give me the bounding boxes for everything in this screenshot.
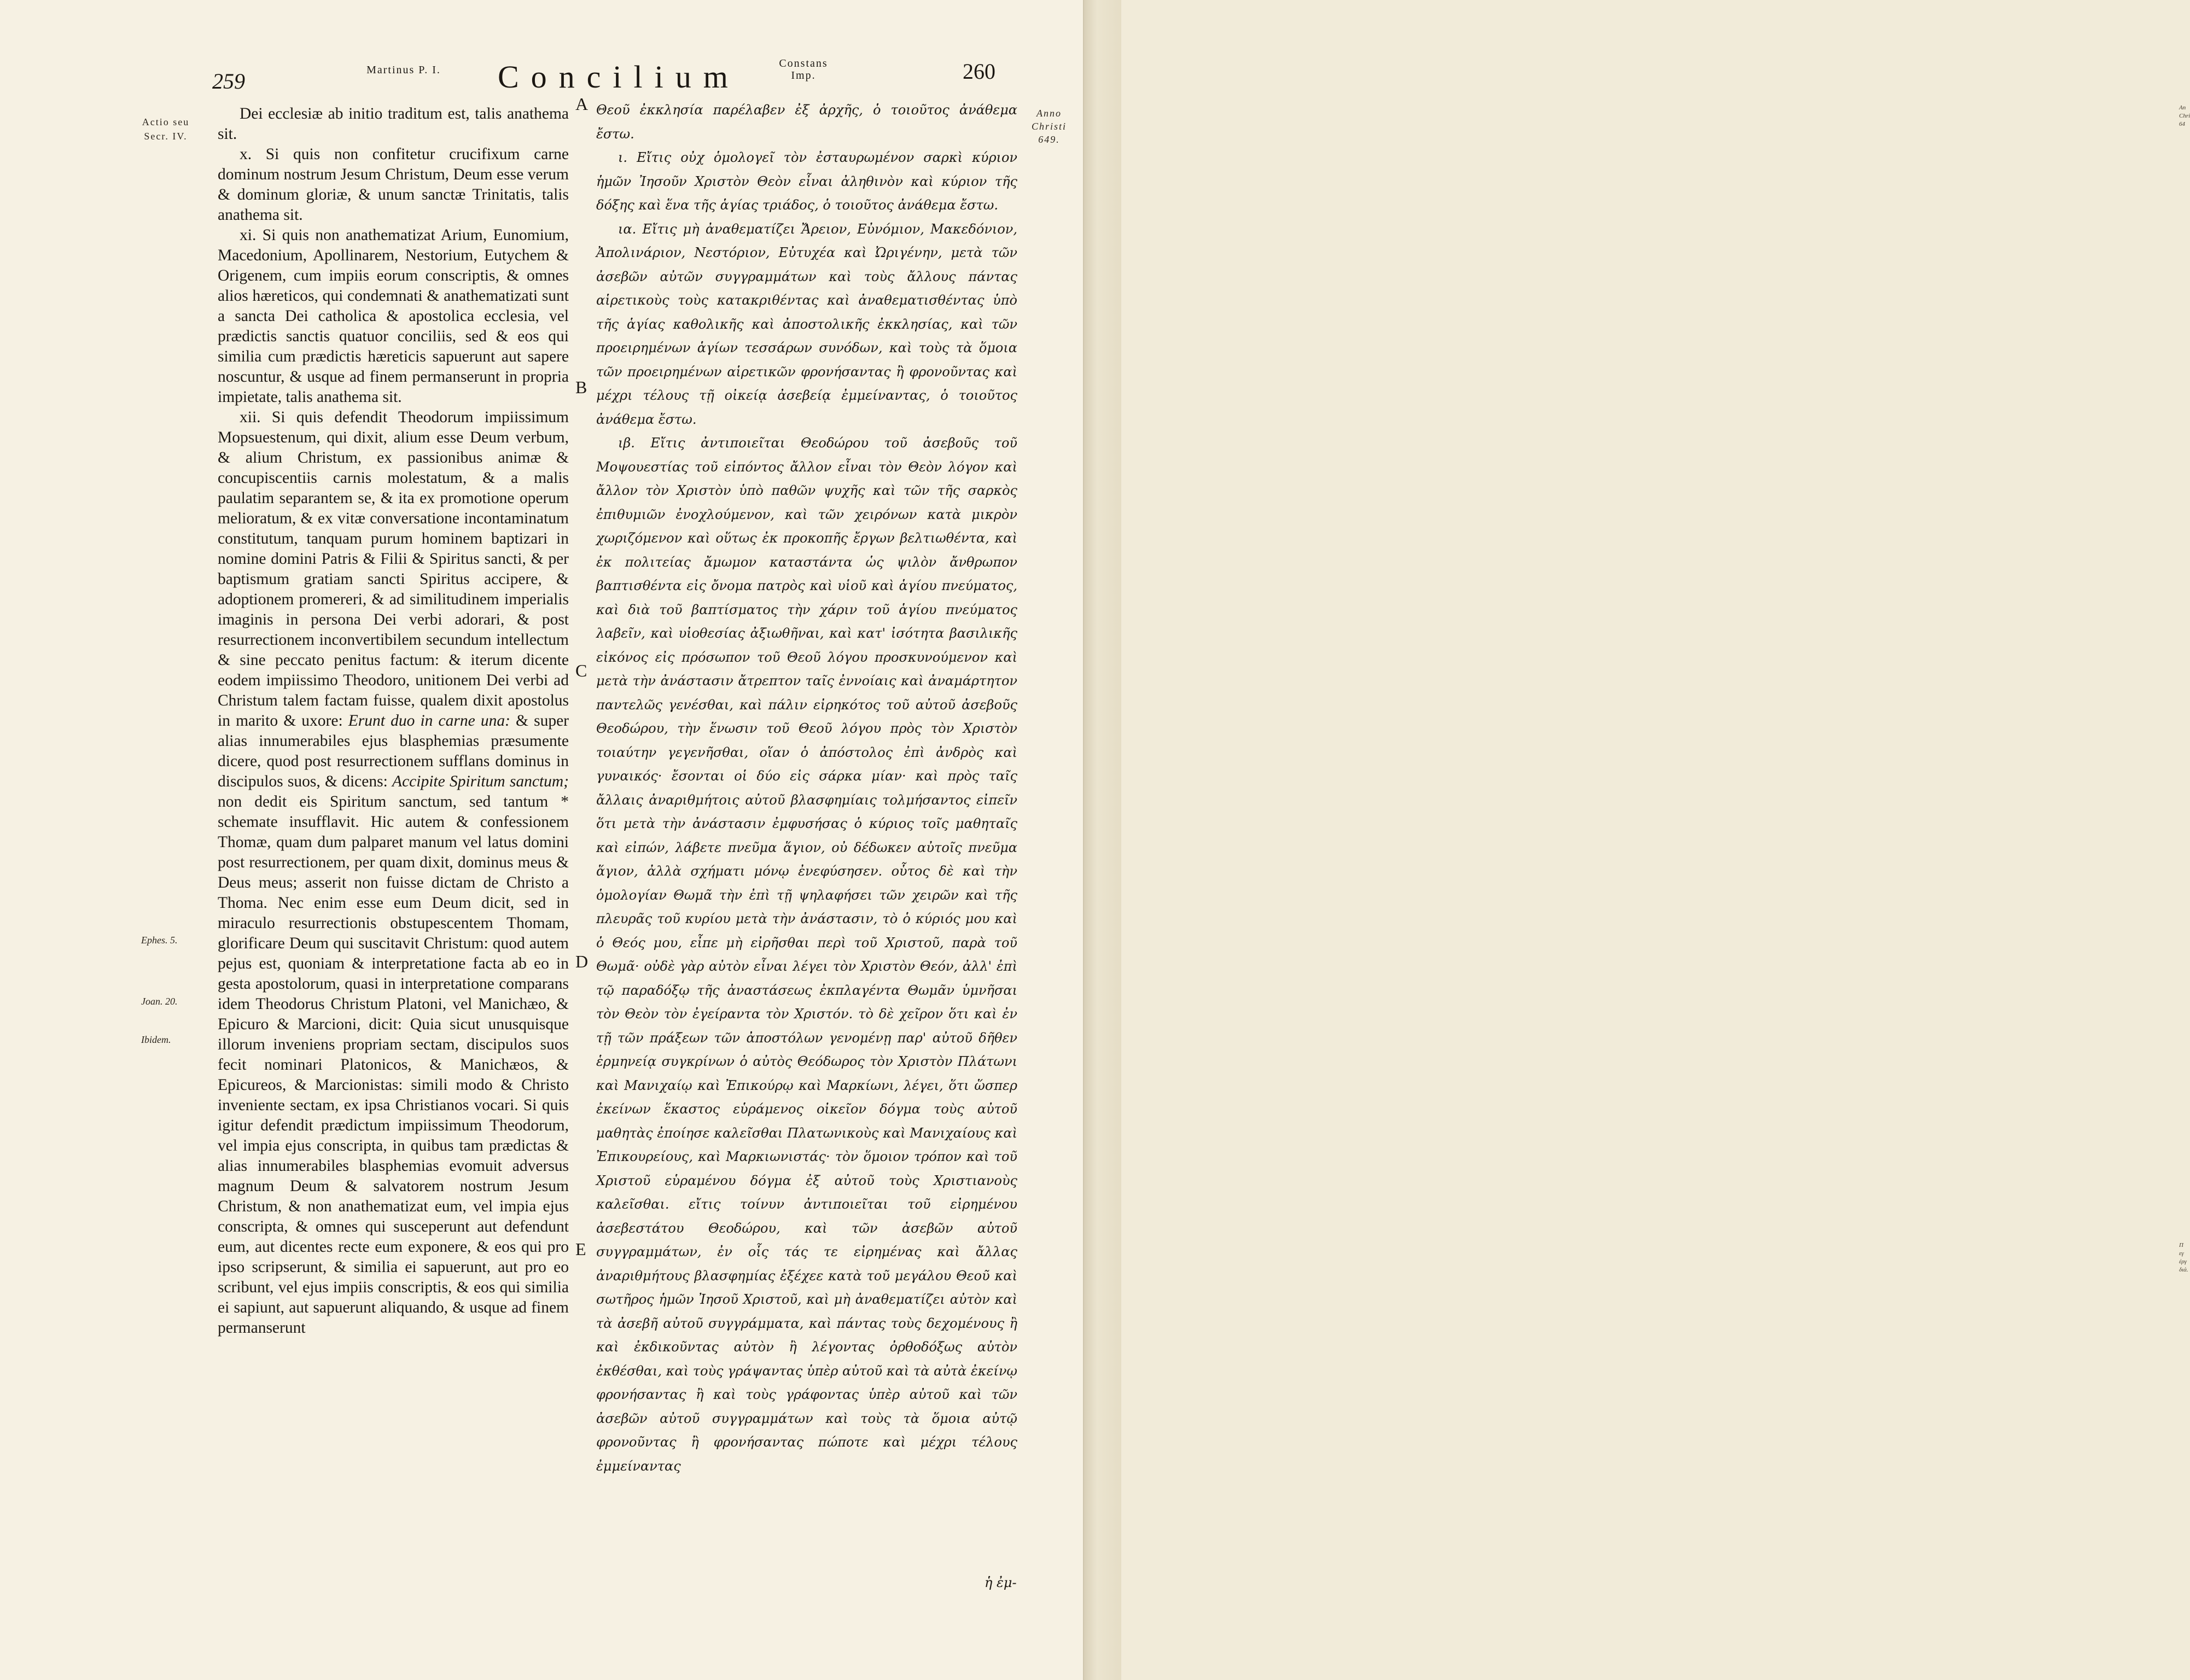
- margin-ref-joan: Joan. 20.: [141, 996, 178, 1007]
- greek-canon-10: ι. Εἴτις οὐχ ὁμολογεῖ τὸν ἐσταυρωμένον σαρκὶ κύριον ἡμῶν Ἰησοῦν Χριστὸν Θεὸν εἶναι ἀληθινὸν καὶ κύριον τῆς δόξης καὶ ἕνα τῆς ἁγίας τριάδος, ὁ τοιοῦτος ἀνάθεμα ἔστω.: [596, 150, 1017, 213]
- margin-actio: Actio seu Secr. IV.: [142, 116, 190, 142]
- section-letter-d: D: [575, 952, 589, 971]
- latin-para-intro: Dei ecclesiæ ab initio traditum est, talis anathema sit.: [218, 105, 569, 143]
- margin-anno: [1022, 107, 1076, 146]
- section-letter-a: A: [575, 94, 589, 114]
- margin-ref-ephes: Ephes. 5.: [141, 935, 178, 946]
- greek-column: [596, 98, 1017, 1478]
- facing-margin-bottom: Π εγ ἐργ διά.: [2179, 1242, 2188, 1273]
- header-title: Concilium: [498, 59, 740, 95]
- greek-canon-11: ια. Εἴτις μὴ ἀναθεματίζει Ἄρειον, Εὐνόμιον, Μακεδόνιον, Ἀπολινάριον, Νεστόριον, Εὐτυχέα καὶ Ὠριγένην, μετὰ τῶν ἀσεβῶν αὐτῶν συγγραμμάτων καὶ τοὺς ἄλλους πάντας αἱρετικοὺς τοὺς κατακριθέντας καὶ ἀναθεματισθέντας ὑπὸ τῆς ἁγίας καθολικῆς καὶ ἀποστολικῆς ἐκκλησίας, καὶ τῶν προειρημένων ἁγίων τεσσάρων συνόδων, καὶ τοὺς τὰ ὅμοια τῶν προειρημένων αἱρετικῶν φρονήσαντας ἢ φρονοῦντας καὶ μέχρι τέλους τῇ οἰκείᾳ ἀσεβείᾳ ἐμμείναντας, ὁ τοιοῦτος ἀνάθεμα ἔστω.: [596, 221, 1017, 427]
- anno-label: Anno Christi: [1031, 108, 1067, 132]
- margin-ref-ibidem: Ibidem.: [141, 1034, 171, 1045]
- greek-para-intro: Θεοῦ ἐκκλησία παρέλαβεν ἐξ ἀρχῆς, ὁ τοιοῦτος ἀνάθεμα ἔστω.: [596, 102, 1017, 142]
- latin-column: [218, 104, 569, 1338]
- running-header: [0, 52, 1083, 96]
- latin-canon-12-part3: non dedit eis Spiritum sanctum, sed tantum * schemate insufflavit. Hic autem & confessionem Thomæ, quam dum palparet manum vel latus domini post resurrectionem, per quam dixit, dominus meus & Deus meus; asserit non fuisse dictam de Christo a Thoma. Nec enim esse eum Deum dicit, sed in miraculo resurrectionis obstupescentem Thomam, glorificare Deum qui suscitavit Christum: quod autem pejus est, quoniam & interpretatione facta ab eo in gesta apostolorum, quasi in interpretatione comparans idem Theodorus Christum Platoni, vel Manichæo, & Epicuro & Marcioni, dicit: Quia sicut unusquisque illorum inveniens propriam sectam, discipulos suos fecit nominari Platonicos, & Manichæos, & Epicureos, & Marcionistas: simili modo & Christo inveniente sectam, ex ipsa Christianos vocari. Si quis igitur defendit prædictum impiissimum Theodorum, vel impia ejus conscripta, in quibus tam prædictas & alias innumerabiles blasphemias evomuit adversus magnum Deum & salvatorem nostrum Jesum Christum, & non anathematizat eum, vel impia ejus conscripta, & omnes qui susceperunt aut defendunt eum, aut dicentes recte eum exponere, & eos qui pro ipso scripserunt, & similia ei sapuerunt, aut pro eo scribunt, vel ejus impiis conscriptis, & eos qui similia ei sapiunt, aut sapuerunt aliquando, & usque ad finem permanserunt: [218, 793, 569, 1337]
- page-number-left: 259: [212, 69, 245, 94]
- latin-canon-12: [218, 407, 569, 1338]
- latin-canon-10: x. Si quis non confitetur crucifixum carne dominum nostrum Jesum Christum, Deum esse verum & dominum gloriæ, & unum sanctæ Trinitatis, talis anathema sit.: [218, 145, 569, 224]
- greek-canon-12: ιβ. Εἴτις ἀντιποιεῖται Θεοδώρου τοῦ ἀσεβοῦς τοῦ Μοψουεστίας τοῦ εἰπόντος ἄλλον εἶναι τὸν Θεὸν λόγον καὶ ἄλλον τὸν Χριστὸν ὑπὸ παθῶν ψυχῆς καὶ τῶν τῆς σαρκὸς ἐπιθυμιῶν ἐνοχλούμενον, καὶ τῶν χειρόνων κατὰ μικρὸν χωριζόμενον καὶ οὕτως ἐκ προκοπῆς ἔργων βελτιωθέντα, καὶ ἐκ πολιτείας ἄμωμον καταστάντα ὡς ψιλὸν ἄνθρωπον βαπτισθέντα εἰς ὄνομα πατρὸς καὶ υἱοῦ καὶ ἁγίου πνεύματος, καὶ διὰ τοῦ βαπτίσματος τὴν χάριν τοῦ ἁγίου πνεύματος λαβεῖν, καὶ υἱοθεσίας ἀξιωθῆναι, καὶ κατ' ἰσότητα βασιλικῆς εἰκόνος εἰς πρόσωπον τοῦ Θεοῦ λόγου προσκυνούμενον καὶ μετὰ τὴν ἀνάστασιν ἄτρεπτον ταῖς ἐννοίαις καὶ ἀναμάρτητον παντελῶς γενέσθαι, καὶ πάλιν εἰρηκότος τοῦ αὐτοῦ ἀσεβοῦς Θεοδώρου, τὴν ἕνωσιν τοῦ Θεοῦ λόγου πρὸς τὸν Χριστὸν τοιαύτην γεγενῆσθαι, οἵαν ὁ ἀπόστολος ἐπὶ ἀνδρὸς καὶ γυναικός· ἔσονται οἱ δύο εἰς σάρκα μίαν· καὶ πρὸς ταῖς ἄλλαις ἀναριθμήτοις αὐτοῦ βλασφημίαις τολμήσαντος εἰπεῖν ὅτι μετὰ τὴν ἀνάστασιν ἐμφυσήσας ὁ κύριος τοῖς μαθηταῖς καὶ εἰπών, λάβετε πνεῦμα ἅγιον, οὐ δέδωκεν αὐτοῖς πνεῦμα ἅγιον, ἀλλὰ σχήματι μόνῳ ἐνεφύσησεν. οὗτος δὲ καὶ τὴν ὁμολογίαν Θωμᾶ τὴν ἐπὶ τῇ ψηλαφήσει τῶν χειρῶν καὶ τῆς πλευρᾶς τοῦ κυρίου μετὰ τὴν ἀνάστασιν, τὸ ὁ κύριός μου καὶ ὁ Θεός μου, εἶπε μὴ εἰρῆσθαι περὶ τοῦ Χριστοῦ, παρὰ τοῦ Θωμᾶ· οὐδὲ γὰρ αὐτὸν εἶναι λέγει τὸν Χριστὸν Θεόν, ἀλλ' ἐπὶ τῷ παραδόξῳ τῆς ἀναστάσεως ἐκπλαγέντα Θωμᾶν ὑμνῆσαι τὸν Θεὸν τὸν ἐγείραντα τὸν Χριστόν. τὸ δὲ χεῖρον ὅτι καὶ ἐν τῇ τῶν πράξεων τῶν ἀποστόλων γενομένῃ παρ' αὐτοῦ δῆθεν ἑρμηνείᾳ συγκρίνων ὁ αὐτὸς Θεόδωρος τὸν Χριστὸν Πλάτωνι καὶ Μανιχαίῳ καὶ Ἐπικούρῳ καὶ Μαρκίωνι, λέγει, ὅτι ὥσπερ ἐκείνων ἕκαστος εὑράμενος οἰκεῖον δόγμα τοὺς αὐτοῦ μαθητὰς ἐποίησε καλεῖσθαι Πλατωνικοὺς καὶ Μανιχαίους καὶ Ἐπικουρείους, καὶ Μαρκιωνιστάς· τὸν ὅμοιον τρόπον καὶ τοῦ Χριστοῦ εὑραμένου δόγμα ἐξ αὐτοῦ τοὺς Χριστιανοὺς καλεῖσθαι. εἴτις τοίνυν ἀντιποιεῖται τοῦ εἰρημένου ἀσεβεστάτου Θεοδώρου, καὶ τῶν ἀσεβῶν αὐτοῦ συγγραμμάτων, ἐν οἷς τάς τε εἰρημένας καὶ ἄλλας ἀναριθμήτους βλασφημίας ἐξέχεε κατὰ τοῦ μεγάλου Θεοῦ καὶ σωτῆρος ἡμῶν Ἰησοῦ Χριστοῦ, καὶ μὴ ἀναθεματίζει αὐτὸν καὶ τὰ ἀσεβῆ αὐτοῦ συγγράμματα, καὶ πάντας τοὺς δεχομένους ἢ καὶ ἐκδικοῦντας αὐτὸν ἢ λέγοντας ὀρθοδόξως αὐτὸν ἐκθέσθαι, καὶ τοὺς γράψαντας ὑπὲρ αὐτοῦ καὶ τὰ αὐτὰ ἐκείνῳ φρονήσαντας ἢ καὶ τοὺς γράφοντας ὑπὲρ αὐτοῦ καὶ τῶν ἀσεβῶν αὐτοῦ συγγραμμάτων καὶ τοὺς τὰ ὅμοια αὐτῷ φρονοῦντας ἢ φρονήσαντας πώποτε καὶ μέχρι τέλους ἐμμείναντας: [596, 435, 1017, 1474]
- header-author: Martinus P. I.: [366, 64, 441, 76]
- section-letter-c: C: [575, 661, 587, 680]
- header-emperor: Constans Imp.: [779, 57, 828, 81]
- section-letter-e: E: [575, 1239, 586, 1259]
- latin-canon-12-part1: xii. Si quis defendit Theodorum impiissimum Mopsuestenum, qui dixit, alium esse Deum verbum, & alium Christum, ex passionibus animæ & concupiscentiis carnis molestatum, & a malis paulatim separantem se, & ita ex promotione operum melioratum, & ex vitæ conversatione incontaminatum constitutum, tanquam purum hominem baptizari in nomine domini Patris & Filii & Spiritus sancti, & per baptismum gratiam sancti Spiritus accipere, & adoptionem promereri, & ad similitudinem imperialis imaginis in persona Dei verbi adorari, & post resurrectionem inconvertibilem secundum intellectum & sine peccato penitus factum: & iterum dicente eodem impiissimo Theodoro, unitionem Dei verbi ad Christum talem factam fuisse, qualem dixit apostolus in marito & uxore:: [218, 409, 569, 730]
- anno-year: 649.: [1038, 134, 1060, 145]
- catchword: ἡ ἐμ-: [985, 1575, 1017, 1590]
- page-number-right: 260: [963, 59, 995, 84]
- latin-canon-11: xi. Si quis non anathematizat Arium, Eunomium, Macedonium, Apollinarem, Nestorium, Eutychem & Origenem, cum impiis eorum conscriptis, & omnes alios hæreticos, qui condemnati & anathematizati sunt a sancta Dei catholica & apostolica ecclesia, vel prædictis sanctis quatuor conciliis, sed & eos qui similia cum prædictis hæreticis sapuerunt aut sapere noscuntur, & usque ad finem permanserunt in propria impietate, talis anathema sit.: [218, 226, 569, 406]
- facing-margin-top: An Chri 64: [2179, 104, 2190, 127]
- section-letter-b: B: [575, 377, 587, 397]
- book-page: [0, 0, 1083, 1680]
- latin-quote-joan: Accipite Spiritum sanctum;: [392, 773, 569, 790]
- latin-canon-12-part2: & super alias innumerabiles ejus blasphemias præsumente dicere, quod post resurrectionem sufflans dominus in discipulos suos, & dicens:: [218, 712, 569, 790]
- facing-page-edge: [1083, 0, 2190, 1680]
- latin-quote-ephes: Erunt duo in carne una:: [348, 712, 510, 730]
